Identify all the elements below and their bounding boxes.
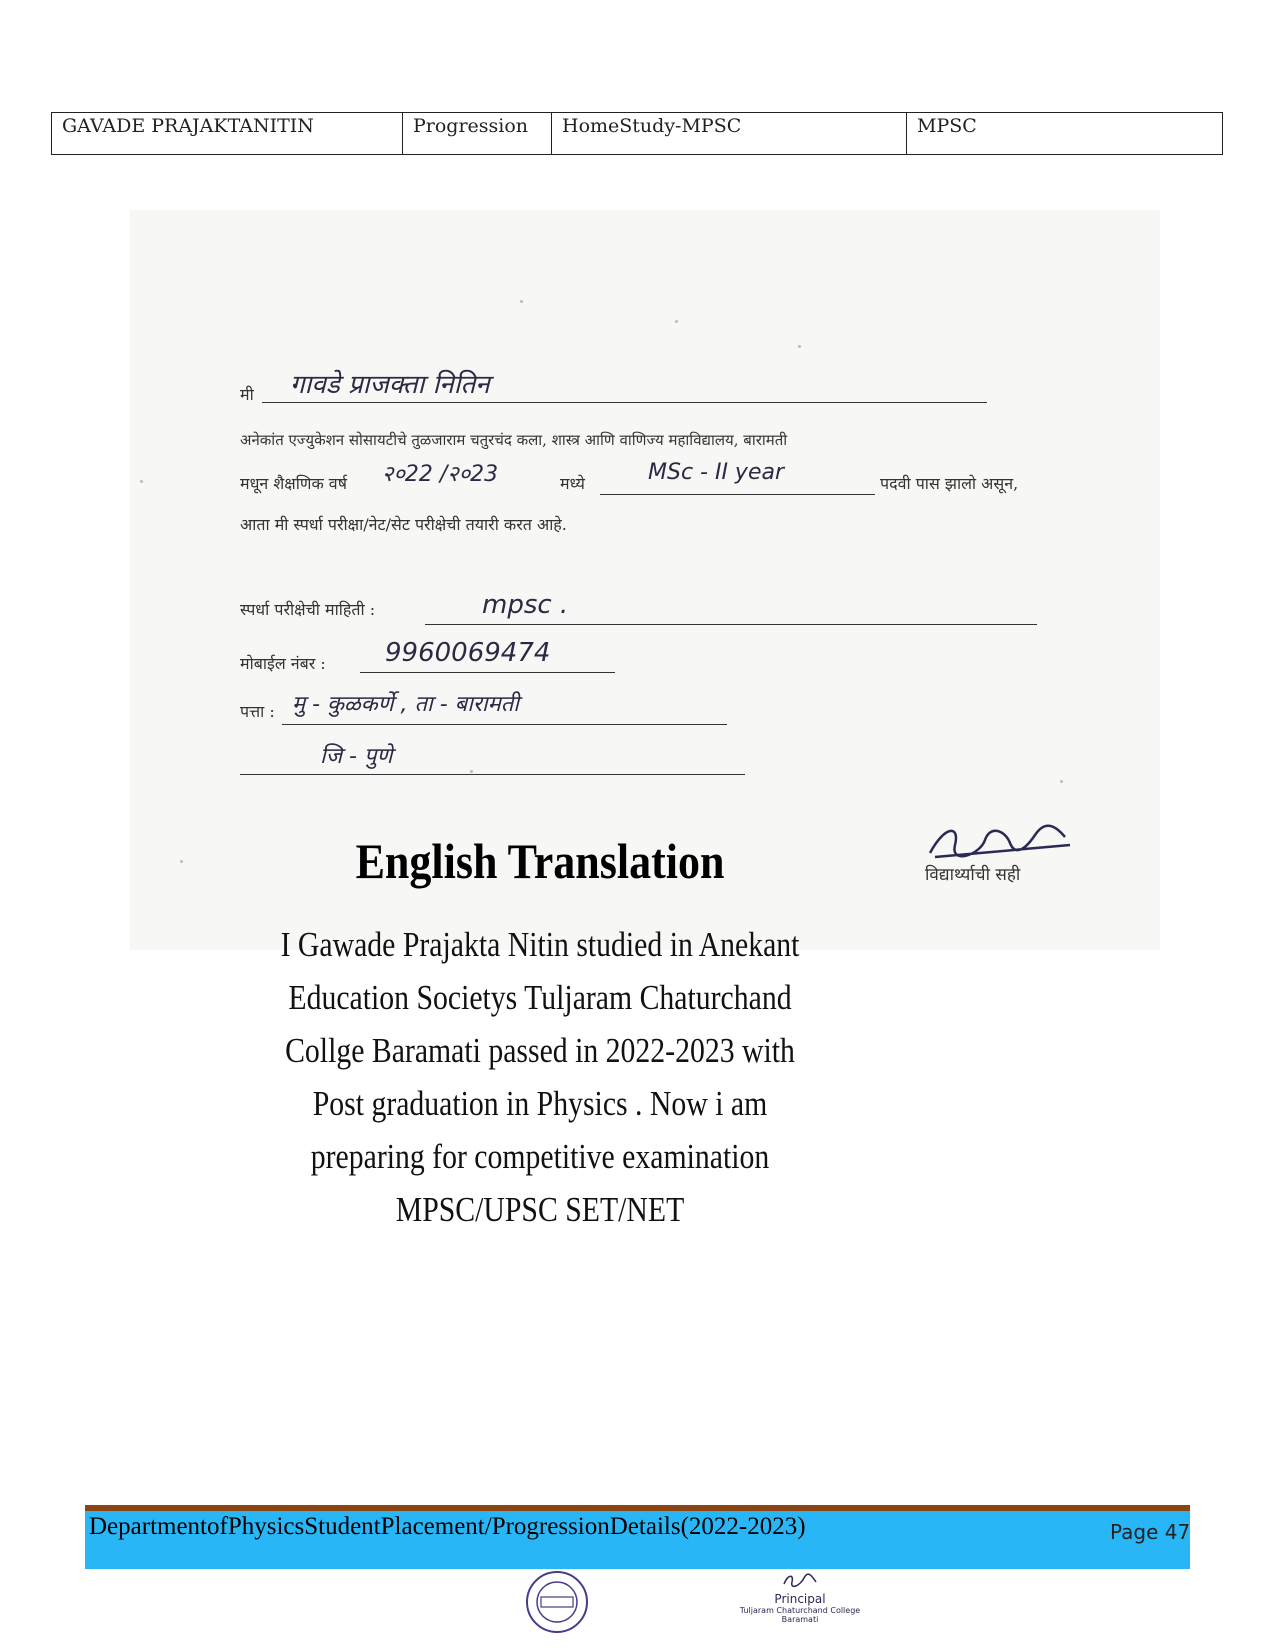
handwritten-mobile: 9960069474 [385,638,551,668]
name-label: मी [240,385,254,404]
address-underline-2 [240,774,745,775]
handwritten-address-line1: मु - कुळकर्णे , ता - बारामती [292,692,519,717]
mobile-underline [360,672,615,673]
mobile-label: मोबाईल नंबर : [240,654,326,673]
in-label: मध्ये [560,474,585,493]
preparation-line: आता मी स्पर्धा परीक्षा/नेट/सेट परीक्षेची तयारी करत आहे. [240,515,567,534]
translation-line: Post graduation in Physics . Now i am [312,1084,768,1123]
principal-stamp [730,1572,870,1624]
translation-line: Collge Baramati passed in 2022-2023 with [285,1031,795,1070]
type-cell: HomeStudy-MPSC [552,113,907,155]
degree-passed-text: पदवी पास झालो असून, [880,474,1019,493]
handwritten-exam: mpsc . [482,590,569,620]
handwritten-address-line2: जि - पुणे [320,744,393,769]
exam-cell: MPSC [907,113,1223,155]
degree-underline [600,494,875,495]
handwritten-degree: MSc - II year [648,460,785,485]
signature-caption: विद्यार्थ्याची सही [925,865,1021,885]
translation-heading: English Translation [355,833,725,889]
college-seal-icon [525,1570,589,1634]
principal-college: Tuljaram Chaturchand College [739,1606,861,1615]
address-label: पत्ता : [240,702,275,721]
exam-info-label: स्पर्धा परीक्षेची माहिती : [240,600,376,619]
handwritten-year: २०22 /२०23 [382,462,499,487]
academic-year-label: मधून शैक्षणिक वर्ष [240,474,347,493]
student-info-table [51,112,1223,155]
translation-text [264,918,817,1236]
translation-line: MPSC/UPSC SET/NET [395,1190,685,1229]
translation-line: Education Societys Tuljaram Chaturchand [288,978,792,1017]
principal-city: Baramati [781,1615,819,1624]
footer-department-text: DepartmentofPhysicsStudentPlacement/ProgressionDetails(2022-2023) [89,1513,806,1540]
college-line: अनेकांत एज्युकेशन सोसायटीचे तुळजाराम चतुरचंद कला, शास्त्र आणि वाणिज्य महाविद्यालय, बारामती [240,431,788,449]
exam-underline [425,624,1037,625]
student-signature [925,815,1075,865]
table-row [52,113,1223,155]
page-number: Page 47 [1110,1520,1191,1544]
translation-line: preparing for competitive examination [310,1137,770,1176]
address-underline-1 [282,724,727,725]
principal-signature [780,1572,820,1590]
student-name-cell: GAVADE PRAJAKTANITIN [52,113,403,155]
name-underline [262,402,987,403]
handwritten-name: गावडे प्राजक्ता नितिन [290,370,490,400]
principal-title: Principal [774,1592,826,1606]
category-cell: Progression [403,113,552,155]
translation-line: I Gawade Prajakta Nitin studied in Anekant [280,925,800,964]
